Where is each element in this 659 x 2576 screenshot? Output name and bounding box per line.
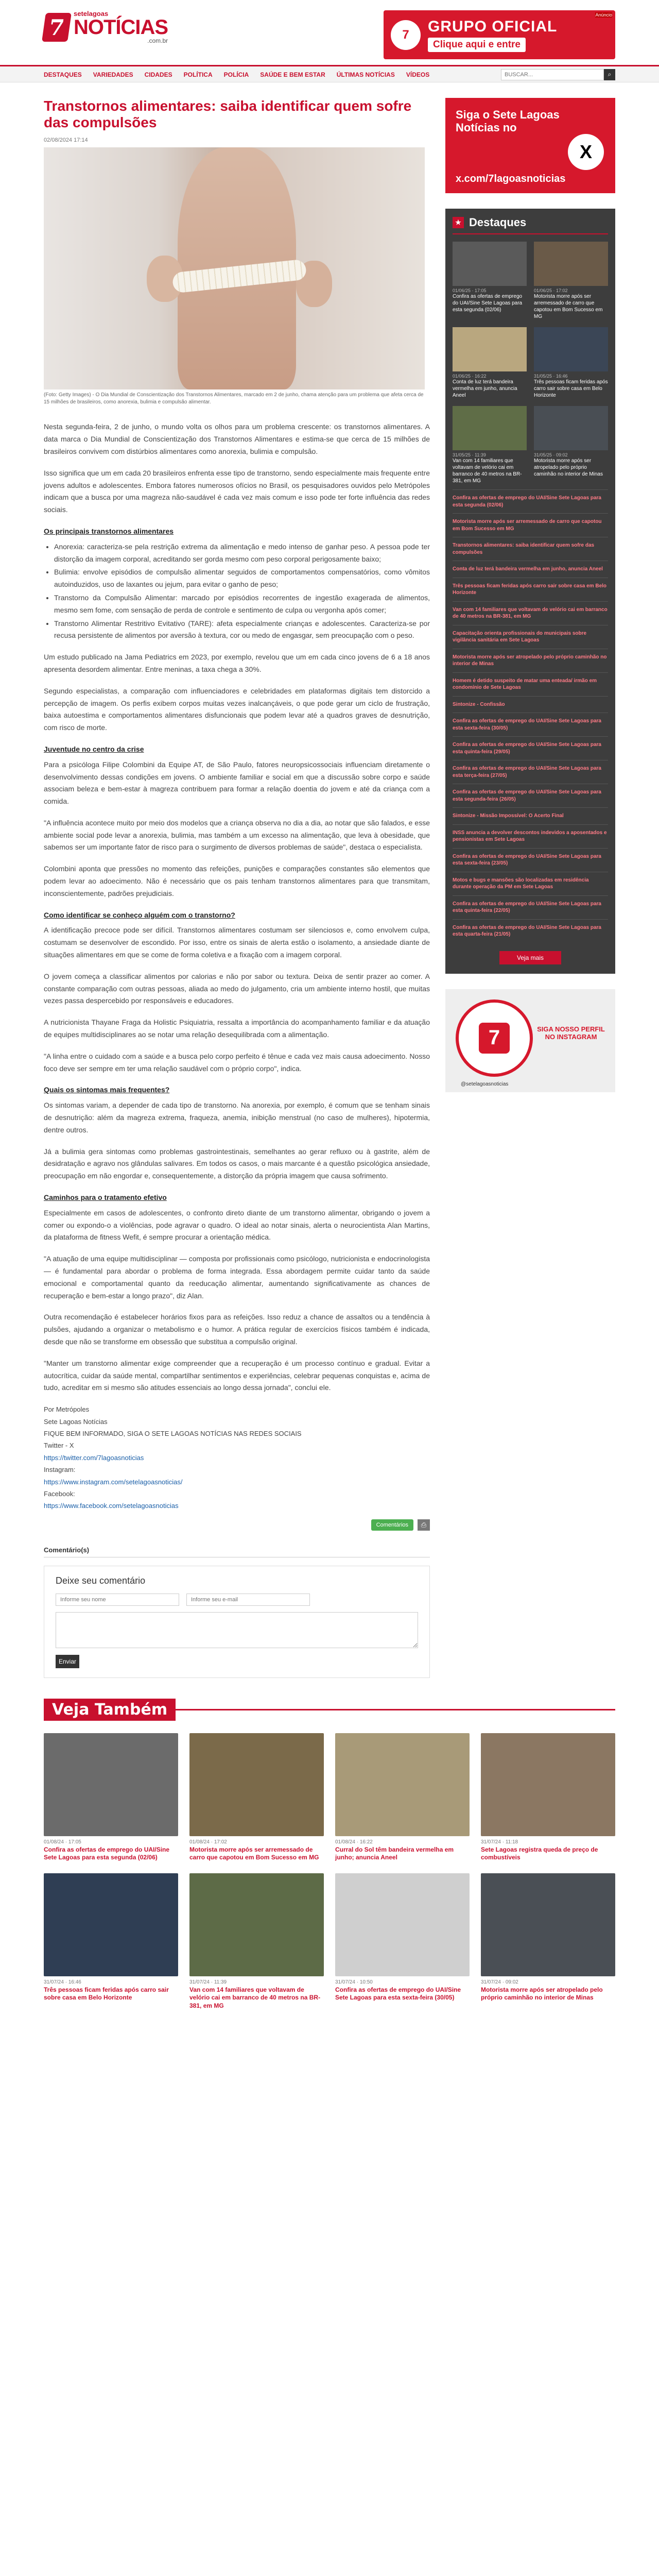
related-card-image (481, 1733, 615, 1836)
related-card-title: Confira as ofertas de emprego do UAI/Sine Sete Lagoas para esta sexta-feira (30/05) (335, 1986, 461, 2002)
destaque-list-item[interactable]: Motorista morre após ser arremessado de carro que capotou em Bom Sucesso em MG (453, 513, 608, 537)
related-card-image (44, 1733, 178, 1836)
list-item: • Anorexia: caracteriza-se pela restrição extrema da alimentação e medo intenso de ganhar peso. A pessoa pode ter distorção da imagem corporal, acreditando ser gorda mesmo com peso corporal perigosamente baixo; (54, 541, 430, 566)
related-card-title: Van com 14 familiares que voltavam de velório cai em barranco de 40 metros na BR-381, em MG (189, 1986, 321, 2010)
paragraph: Outra recomendação é estabelecer horários fixos para as refeições. Isso reduz a chance de assaltos ou a tendência à pulsões, ajudando a organizar o metabolismo e o humor. A prática regular de exercícios físicos também é indicada, desde que não se transforme em obsessão que substitua a compulsão original. (44, 1313, 430, 1346)
nav-item-policia[interactable]: POLÍCIA (223, 71, 249, 78)
destaque-list-item[interactable]: Confira as ofertas de emprego do UAI/Sine Sete Lagoas para esta quinta-feira (29/05) (453, 736, 608, 760)
see-more-button[interactable]: Veja mais (499, 951, 561, 964)
site-header (44, 3, 615, 65)
instagram-handle: @setelagoasnoticias (461, 1081, 509, 1087)
comment-textarea[interactable] (56, 1612, 418, 1648)
destaque-list-item[interactable]: Transtornos alimentares: saiba identificar quem sofre das compulsões (453, 537, 608, 561)
ad-label: Anúncio (595, 12, 612, 18)
destaque-list-item[interactable]: Motorista morre após ser atropelado pelo próprio caminhão no interior de Minas (453, 649, 608, 672)
list-item: • Transtorno Alimentar Restritivo Evitativo (TARE): afeta especialmente crianças e adolescentes. Caracteriza-se por recusa persistente de alimentos por aversão à textura, cor ou medo de engasgar, sem preocupação com o peso. (54, 618, 430, 642)
search-input[interactable] (501, 69, 604, 80)
destaque-card-image (534, 327, 608, 371)
destaque-list-item[interactable]: Três pessoas ficam feridas após carro sair sobre casa em Belo Horizonte (453, 578, 608, 601)
twitter-banner-text: Siga o Sete Lagoas Notícias no (456, 108, 560, 134)
veja-tambem-title: Veja Também (44, 1699, 176, 1721)
destaque-card[interactable] (453, 242, 527, 320)
article-hero-image (44, 147, 425, 389)
destaque-card-image (453, 327, 527, 371)
list-item: • Transtorno da Compulsão Alimentar: marcado por episódios recorrentes de ingestão exagerada de alimentos, mesmo sem fome, com sensação de perda de controle e sentimento de culpa ou vergonha após comer; (54, 592, 430, 617)
related-card[interactable] (335, 1873, 470, 2010)
article-title: Transtornos alimentares: saiba identificar quem sofre das compulsões (44, 98, 412, 131)
twitter-link[interactable]: https://twitter.com/7lagoasnoticias (44, 1453, 144, 1462)
comment-form (44, 1566, 430, 1678)
veja-divider (176, 1709, 615, 1710)
related-card[interactable] (44, 1733, 178, 1862)
paragraph: A identificação precoce pode ser difícil. Transtornos alimentares costumam ser silenciosos e, como envolvem culpa, costumam se desenvolver de escondido. Por isso, entre os sinais de alerta estão o isolamento, a ansiedade diante de situações alimentares em que se come de forma coletiva e a fixação com a imagem corporal. (44, 926, 430, 959)
sidebar (445, 98, 615, 1678)
name-field[interactable] (56, 1594, 179, 1606)
destaque-card-image (453, 406, 527, 450)
related-card[interactable] (481, 1733, 615, 1862)
related-card-date: 31/07/24 · 16:46 (44, 1979, 81, 1985)
disorders-list (54, 541, 430, 642)
destaque-list-item[interactable]: Capacitação orienta profissionais do municipais sobre vigilância sanitária em Sete Lagoas (453, 625, 608, 649)
email-field[interactable] (186, 1594, 310, 1606)
destaque-card-date: 31/05/25 · 11:39 (453, 452, 486, 457)
main-nav (0, 65, 659, 82)
paragraph: "A atuação de uma equipe multidisciplinar — composta por profissionais como psicólogo, nutricionista e endocrinologista — é fundamental para abordar o problema de forma integrada. Essa abordagem permite cuidar tanto da saúde emocional e comportamental quanto da reeducação alimentar, aumentando significativamente as chances de recuperação e bem-estar a longo prazo", diz Alan. (44, 1255, 430, 1300)
destaque-list-item[interactable]: Sintonize - Missão Impossível: O Acerto Final (453, 807, 608, 824)
destaque-list-item[interactable]: INSS anuncia a devolver descontos indevidos a aposentados e pensionistas em Sete Lagoas (453, 824, 608, 848)
article-date: 02/08/2024 17:14 (44, 137, 88, 144)
paragraph: "A influência acontece muito por meio dos modelos que a criança observa no dia a dia, ao notar que são falados, e esse ambiente social pode levar a anorexia, bulimia, mas também a um excesso na alimentação, que leva à obesidade, que sabemos ser um importante fator de risco para o surgimento de diversos problemas de saúde", destaca o especialista. (44, 818, 430, 852)
related-card-date: 01/08/24 · 17:02 (189, 1839, 227, 1845)
twitter-handle: x.com/7lagoasnoticias (456, 173, 566, 184)
destaque-card-title: Motorista morre após ser arremessado de carro que capotou em Bom Sucesso em MG (534, 294, 603, 319)
destaque-list-item[interactable]: Confira as ofertas de emprego do UAI/Sine Sete Lagoas para esta segunda-feira (26/05) (453, 784, 608, 807)
send-comment-button[interactable]: Enviar (56, 1655, 79, 1668)
search-icon[interactable]: ⌕ (604, 69, 615, 80)
site-name: Sete Lagoas Notícias (44, 1417, 108, 1426)
comments-button[interactable]: Comentários (371, 1519, 413, 1531)
paragraph: Nesta segunda-feira, 2 de junho, o mundo volta os olhos para um problema crescente: os transtornos alimentares. A data marca o Dia Mundial de Conscientização dos Transtornos Alimentares e estima-se que cerca de 15 milhões de brasileiros convivem com distúrbios alimentares como anorexia, bulimia e compulsão. (44, 422, 430, 455)
paragraph: Já a bulimia gera sintomas como problemas gastrointestinais, semelhantes ao gerar refluxo ou à gastrite, além de desidratação e agravo nos glândulas salivares. Em todos os casos, o mais marcante é a questão psicológica ansiedade, preocupação em não engordar e, consequentemente, a distorção da própria imagem que causa sofrimento. (44, 1147, 430, 1180)
destaque-card-title: Três pessoas ficam feridas após carro sair sobre casa em Belo Horizonte (534, 379, 608, 398)
destaque-list-item[interactable]: Van com 14 familiares que voltavam de velório cai em barranco de 40 metros na BR-381, em MG (453, 601, 608, 625)
paragraph: Segundo especialistas, a comparação com influenciadores e celebridades em plataformas digitais tem distorcido a percepção de imagem. Os perfis exibem corpos muitas vezes inalcançáveis, o que pode gerar um ciclo de frustração, baixa autoestima e comportamentos alimentares disfuncionais que podem levar até a quadros graves de desnutrição, com risco de morte. (44, 686, 430, 732)
section-heading: Juventude no centro da crise (44, 744, 144, 753)
destaque-card[interactable] (453, 327, 527, 399)
logo-small-text: setelagoas (74, 10, 109, 18)
nav-item-destaques[interactable]: DESTAQUES (44, 71, 82, 78)
source-credit: Por Metrópoles (44, 1405, 90, 1414)
comment-heading: Deixe seu comentário (56, 1575, 146, 1586)
destaque-list-item[interactable]: Confira as ofertas de emprego do UAI/Sine Sete Lagoas para esta terça-feira (27/05) (453, 760, 608, 784)
destaque-card-date: 31/05/25 · 16:46 (534, 374, 568, 379)
related-card-title: Curral do Sol têm bandeira vermelha em junho; anuncia Aneel (335, 1845, 454, 1861)
related-card-date: 31/07/24 · 09:02 (481, 1979, 518, 1985)
banner-cta[interactable]: Clique aqui e entre (428, 38, 526, 52)
nav-item-cidades[interactable]: CIDADES (144, 71, 172, 78)
related-card-image (189, 1733, 324, 1836)
twitter-follow-banner[interactable] (445, 98, 615, 193)
related-card-image (335, 1873, 470, 1976)
related-card-image (44, 1873, 178, 1976)
destaque-list-item[interactable]: Confira as ofertas de emprego do UAI/Sine Sete Lagoas para esta quarta-feira (21/05) (453, 919, 608, 943)
star-icon: ★ (453, 217, 464, 228)
destaque-card[interactable] (534, 406, 608, 484)
destaque-card-title: Conta de luz terá bandeira vermelha em junho, anuncia Aneel (453, 379, 517, 398)
destaque-list-item[interactable]: Motos e bugs e mansões são localizadas em residência durante operação da PM em Sete Lagoas (453, 872, 608, 895)
section-heading: Caminhos para o tratamento efetivo (44, 1193, 167, 1202)
article-tools (44, 1519, 430, 1531)
image-caption: (Foto: Getty Images) - O Dia Mundial de Conscientização dos Transtornos Alimentares, marcado em 2 de junho, chama atenção para um problema que afeta cerca de 15 milhões de brasileiros, como anorexia, bulimia e compulsão alimentar. (44, 392, 424, 405)
destaque-list-item[interactable]: Confira as ofertas de emprego do UAI/Sine Sete Lagoas para esta sexta-feira (30/05) (453, 713, 608, 736)
related-card-image (335, 1733, 470, 1836)
share-block (44, 1403, 430, 1512)
facebook-link[interactable]: https://www.facebook.com/setelagoasnoticias (44, 1502, 179, 1510)
related-card-date: 31/07/24 · 11:39 (189, 1979, 227, 1985)
related-card[interactable] (189, 1733, 324, 1862)
related-card[interactable] (44, 1873, 178, 2010)
article-column (44, 98, 430, 1678)
article-body (44, 421, 430, 1394)
related-card-title: Sete Lagoas registra queda de preço de combustíveis (481, 1845, 598, 1861)
paragraph: Os sintomas variam, a depender de cada tipo de transtorno. Na anorexia, por exemplo, é comum que se tenham sinais de desnutrição: além da magreza extrema, fraqueza, anemia, inibição menstrual (no caso de mulheres), hipotermia, dentre outros. (44, 1101, 430, 1134)
instagram-banner-text: SIGA NOSSO PERFIL NO INSTAGRAM (537, 1025, 605, 1041)
instagram-link[interactable]: https://www.instagram.com/setelagoasnoticias/ (44, 1478, 183, 1486)
paragraph: A nutricionista Thayane Fraga da Holistic Psiquiatria, ressalta a importância do acompanhamento familiar e da atuação de equipes multidisciplinares ao se notar uma relação desequilibrada com a alimentação. (44, 1018, 430, 1039)
destaque-card[interactable] (534, 242, 608, 320)
nav-item-videos[interactable]: VÍDEOS (406, 71, 430, 78)
destaques-box (445, 209, 615, 974)
related-card-date: 01/08/24 · 16:22 (335, 1839, 373, 1845)
whatsapp-group-banner[interactable] (384, 10, 615, 59)
destaque-card-title: Motorista morre após ser atropelado pelo próprio caminhão no interior de Minas (534, 458, 603, 477)
facebook-label: Facebook: (44, 1489, 75, 1498)
destaque-list-item[interactable]: Homem é detido suspeito de matar uma enteada/ irmão em condomínio de Sete Lagoas (453, 672, 608, 696)
paragraph: Um estudo publicado na Jama Pediatrics em 2023, por exemplo, revelou que um em cada cinco jovens de 6 a 18 anos apresenta desordem alimentar. Entre meninas, a taxa chega a 30%. (44, 653, 430, 673)
comments-tab[interactable]: Comentário(s) (44, 1546, 430, 1557)
main-layout (44, 98, 615, 1678)
destaque-list-item[interactable]: Conta de luz terá bandeira vermelha em junho, anuncia Aneel (453, 561, 608, 578)
destaques-title: Destaques (469, 216, 527, 229)
related-card[interactable] (189, 1873, 324, 2010)
paragraph: Isso significa que um em cada 20 brasileiros enfrenta esse tipo de transtorno, sendo especialmente mais frequente entre jovens adultos e adolescentes. Embora fatores numerosos ofícios no Brasil, os pesquisadores ouvidos pelo Metrópoles indicam que a busca por uma magreza não-saudável é cada vez mais comum e isso pode ter forte influência das redes sociais. (44, 468, 430, 514)
destaque-card-image (534, 406, 608, 450)
print-icon[interactable]: ⎙ (418, 1519, 430, 1531)
related-card-image (189, 1873, 324, 1976)
destaque-list-item[interactable]: Confira as ofertas de emprego do UAI/Sine Sete Lagoas para esta quinta-feira (22/05) (453, 895, 608, 919)
logo-mark-icon: 7 (479, 1023, 510, 1054)
destaque-list-item[interactable]: Sintonize - Confissão (453, 696, 608, 713)
banner-logo-icon: 7 (391, 20, 421, 50)
section-heading: Os principais transtornos alimentares (44, 527, 174, 535)
destaque-card-image (534, 242, 608, 286)
instagram-label: Instagram: (44, 1466, 76, 1474)
logo-mark-icon: 7 (42, 13, 72, 42)
destaques-grid (453, 242, 608, 484)
related-card-title: Motorista morre após ser atropelado pelo próprio caminhão no interior de Minas (481, 1986, 603, 2002)
related-card[interactable] (481, 1873, 615, 2010)
destaques-list (453, 489, 608, 943)
nav-item-saude[interactable]: SAÚDE E BEM ESTAR (260, 71, 325, 78)
destaque-list-item[interactable]: Confira as ofertas de emprego do UAI/Sine Sete Lagoas para esta segunda (02/06) (453, 489, 608, 513)
veja-tambem-section (44, 1699, 615, 2010)
logo-domain-text: .com.br (147, 37, 168, 44)
destaque-card-image (453, 242, 527, 286)
destaque-card[interactable] (534, 327, 608, 399)
destaque-card-date: 01/06/25 · 16:22 (453, 374, 487, 379)
paragraph: Colombini aponta que pressões no momento das refeições, punições e comparações constantes são elementos que podem levar ao adoecimento. Não é necessário que os pais tenham transtornos alimentares para que transmitam, inconscientemente, padrões prejudiciais. (44, 865, 430, 897)
destaque-list-item[interactable]: Confira as ofertas de emprego do UAI/Sine Sete Lagoas para esta sexta-feira (23/05) (453, 848, 608, 872)
nav-item-politica[interactable]: POLÍTICA (183, 71, 213, 78)
follow-cta: FIQUE BEM INFORMADO, SIGA O SETE LAGOAS NOTÍCIAS NAS REDES SOCIAIS (44, 1429, 302, 1437)
related-card-image (481, 1873, 615, 1976)
related-card-date: 01/08/24 · 17:05 (44, 1839, 81, 1845)
section-heading: Quais os sintomas mais frequentes? (44, 1086, 170, 1094)
destaque-card-date: 01/06/25 · 17:02 (534, 288, 568, 293)
x-logo-icon: X (568, 134, 604, 170)
related-card-title: Motorista morre após ser arremessado de carro que capotou em Bom Sucesso em MG (189, 1845, 319, 1861)
related-card-date: 31/07/24 · 10:50 (335, 1979, 373, 1985)
destaque-card[interactable] (453, 406, 527, 484)
section-heading: Como identificar se conheço alguém com o transtorno? (44, 910, 235, 919)
related-grid (44, 1733, 615, 2010)
nav-item-ultimas[interactable]: ÚLTIMAS NOTÍCIAS (336, 71, 395, 78)
paragraph: Para a psicóloga Filipe Colombini da Equipe AT, de São Paulo, fatores neuropsicossociais influenciam diretamente o desenvolvimento dessas condições em jovens. O ambiente familiar e social em que a discussão sobre corpo e saúde associam beleza e bem-estar à magreza contribuem para formar a relação doentia do jovem e até da criança com a comida. (44, 760, 430, 806)
related-card-title: Três pessoas ficam feridas após carro sair sobre casa em Belo Horizonte (44, 1986, 169, 2002)
destaque-card-title: Van com 14 familiares que voltavam de velório cai em barranco de 40 metros na BR-381, em MG (453, 458, 522, 484)
site-logo[interactable] (44, 10, 168, 44)
list-item: • Bulimia: envolve episódios de compulsão alimentar seguidos de comportamentos compensatórios, como vômitos autoinduzidos, uso de laxantes ou jejum, para evitar o ganho de peso; (54, 566, 430, 591)
paragraph: "A linha entre o cuidado com a saúde e a busca pelo corpo perfeito é tênue e cada vez mais causa adoecimento. Nosso foco deve ser sempre em ter uma relação saudável com o próprio corpo", indica. (44, 1052, 430, 1073)
logo-big-text: NOTÍCIAS (74, 16, 168, 39)
destaque-card-date: 31/05/25 · 09:02 (534, 452, 568, 457)
twitter-label: Twitter - X (44, 1442, 74, 1450)
instagram-logo-circle (456, 999, 533, 1077)
paragraph: Especialmente em casos de adolescentes, o confronto direto diante de um transtorno alimentar, obrigando o jovem a comer ou expondo-o a violências, pode agravar o quadro. O ideal ao notar sinais, alerta o neurocientista Alan Martins, da plataforma de fitness Wefit, é sempre procurar a orientação médica. (44, 1208, 430, 1242)
paragraph: O jovem começa a classificar alimentos por calorias e não por sabor ou textura. Deixa de sentir prazer ao comer. A constante comparação com outras pessoas, aliada ao medo do julgamento, cria um ambiente interno hostil, que muitas vezes passa despercebido por responsáveis e educadores. (44, 972, 430, 1005)
paragraph: "Manter um transtorno alimentar exige compreender que a recuperação é um processo contínuo e gradual. Evitar a autocrítica, cuidar da saúde mental, compartilhar sentimentos e experiências, celebrar pequenas conquistas e, acima de tudo, acreditar em si mesmo são atitudes essenciais ao longo dessa jornada", conclui ele. (44, 1359, 430, 1392)
nav-item-variedades[interactable]: VARIEDADES (93, 71, 133, 78)
search-bar (501, 69, 615, 80)
instagram-banner[interactable] (445, 989, 615, 1092)
related-card-title: Confira as ofertas de emprego do UAI/Sine Sete Lagoas para esta segunda (02/06) (44, 1845, 170, 1861)
destaque-card-date: 01/06/25 · 17:05 (453, 288, 487, 293)
related-card[interactable] (335, 1733, 470, 1862)
related-card-date: 31/07/24 · 11:18 (481, 1839, 518, 1845)
destaque-card-title: Confira as ofertas de emprego do UAI/Sine Sete Lagoas para esta segunda (02/06) (453, 294, 523, 313)
banner-title: GRUPO OFICIAL (428, 18, 558, 35)
